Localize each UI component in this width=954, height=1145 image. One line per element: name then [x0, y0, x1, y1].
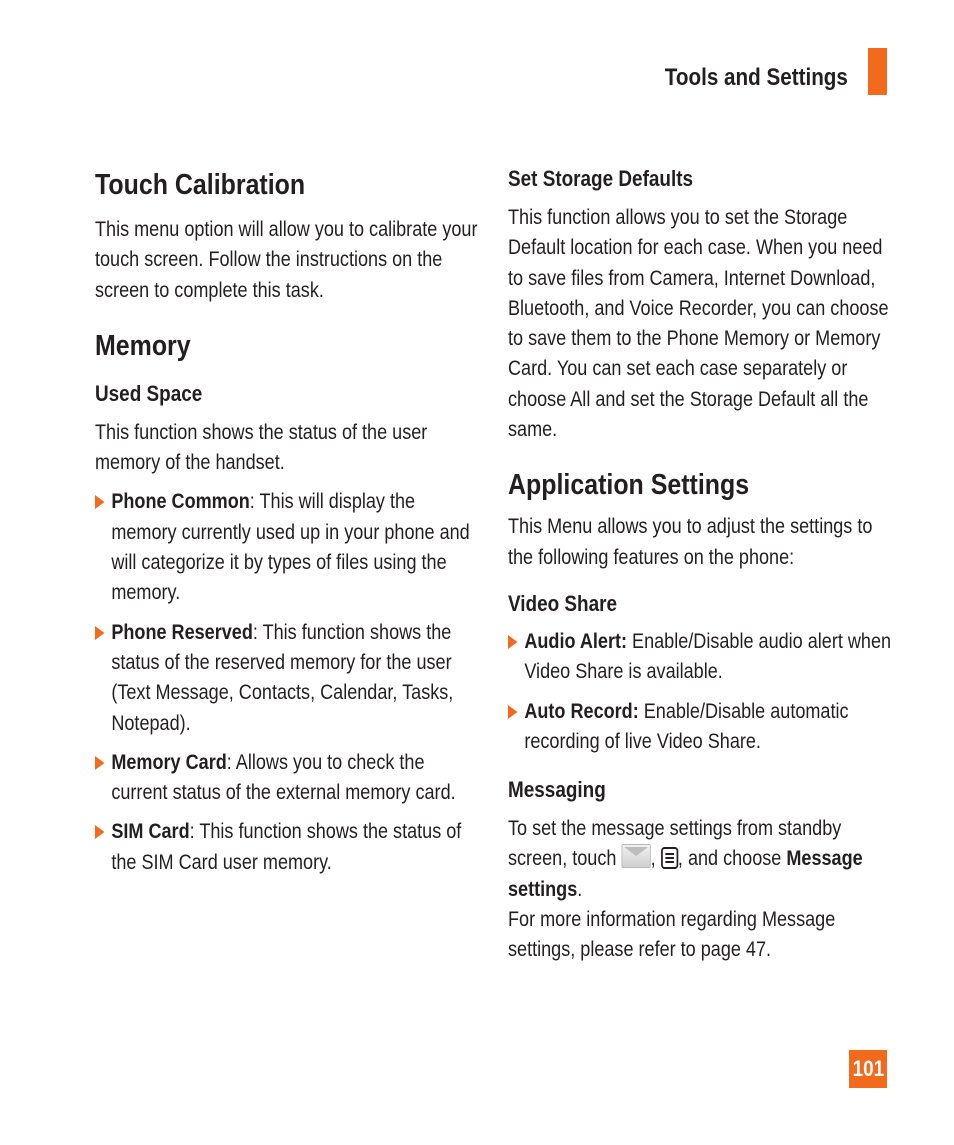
term: Auto Record:: [524, 699, 639, 723]
bullet-arrow-icon: [508, 705, 517, 719]
messaging-heading: Messaging: [508, 777, 606, 803]
bullet-arrow-icon: [95, 626, 104, 640]
bullet-arrow-icon: [95, 825, 104, 839]
messaging-text: , and choose: [677, 847, 787, 871]
messaging-reference: For more information regarding Message settings, please refer to page 47.: [508, 908, 836, 962]
list-item-auto-record: [508, 697, 897, 758]
left-column: [95, 166, 481, 878]
messaging-body: [508, 814, 897, 905]
description: : Allows you to check the current status of the external memory card.: [111, 750, 456, 805]
list-item-phone-common: [95, 487, 480, 608]
description: : This will display the memory currently used up in your phone and will categorize it by types of files using the memory.: [111, 490, 470, 605]
term: Phone Common: [111, 490, 250, 514]
section-title: Tools and Settings: [664, 64, 848, 91]
list-item-sim-card: [95, 817, 480, 878]
term: Phone Reserved: [111, 620, 253, 644]
touch-calibration-body: This menu option will allow you to calibrate your touch screen. Follow the instructions on the screen to complete this task.: [95, 218, 478, 302]
used-space-heading: Used Space: [95, 380, 203, 406]
right-column: [508, 164, 898, 966]
description: : This function shows the status of the reserved memory for the user (Text Message, Contacts, Calendar, Tasks, Notepad).: [111, 620, 454, 735]
set-storage-defaults-body: This function allows you to set the Storage Default location for each case. When you need to save files from Camera, Internet Download, Bluetooth, and Voice Recorder, you can choose to save them to the Phone Memory or Memory Card. You can set each case separately or choose All and set the Storage Default all the same.: [508, 206, 889, 442]
term: SIM Card: [111, 820, 190, 844]
term: Memory Card: [111, 750, 227, 774]
list-item-phone-reserved: [95, 618, 480, 739]
section-tab-marker: [868, 48, 887, 95]
page-number: [849, 1050, 887, 1088]
set-storage-defaults-heading: Set Storage Defaults: [508, 166, 694, 191]
separator: ,: [650, 847, 661, 871]
envelope-icon: [621, 844, 650, 868]
touch-calibration-heading: Touch Calibration: [95, 169, 306, 201]
memory-heading: Memory: [95, 329, 191, 362]
description: : This function shows the status of the SIM Card user memory.: [111, 820, 462, 874]
messaging-text: To set the message settings from standby screen, touch: [508, 817, 842, 871]
message-settings-term: Message settings: [508, 847, 863, 901]
menu-icon: [661, 847, 678, 869]
used-space-body: This function shows the status of the user memory of the handset.: [95, 420, 428, 475]
list-item-audio-alert: [508, 627, 897, 688]
list-item-memory-card: [95, 748, 480, 809]
description: Enable/Disable automatic recording of live Video Share.: [524, 699, 849, 753]
bullet-arrow-icon: [95, 756, 104, 770]
term: Audio Alert:: [524, 629, 628, 653]
page-number-text: 101: [852, 1056, 884, 1081]
messaging-text: .: [577, 877, 583, 901]
application-settings-body: This Menu allows you to adjust the settings to the following features on the phone:: [508, 515, 873, 569]
video-share-heading: Video Share: [508, 590, 618, 616]
bullet-arrow-icon: [95, 495, 104, 509]
description: Enable/Disable audio alert when Video Share is available.: [524, 629, 892, 684]
bullet-arrow-icon: [508, 635, 517, 649]
application-settings-heading: Application Settings: [508, 469, 750, 502]
